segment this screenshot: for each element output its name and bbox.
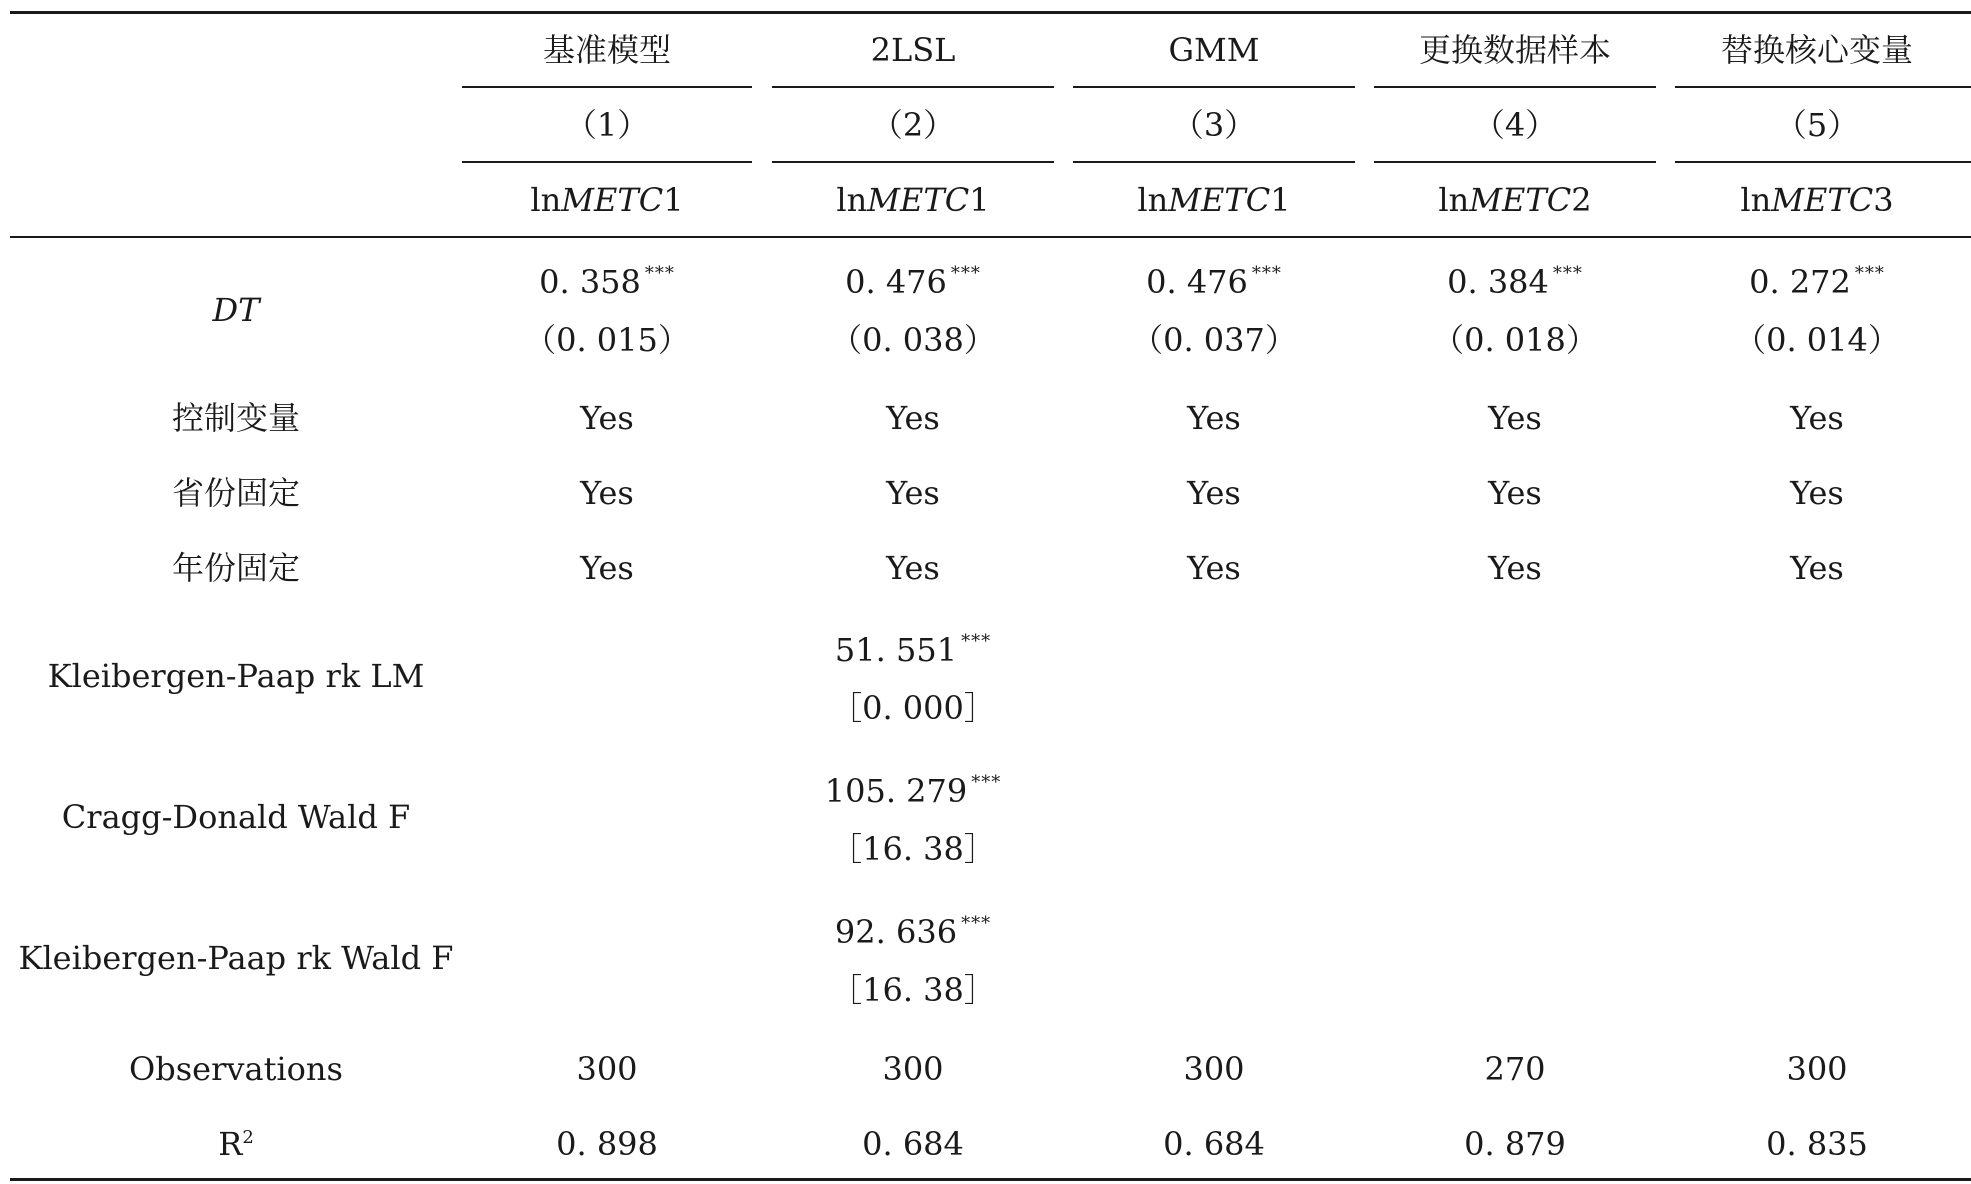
header-depvar-3: lnMETC1 xyxy=(1137,181,1291,219)
controls-cell-2: Yes xyxy=(886,399,940,437)
year-cell-3: Yes xyxy=(1187,549,1241,587)
r2-cell-2: 0. 684 xyxy=(862,1125,964,1163)
row-label-kp-wald-f: Kleibergen-Paap rk Wald F xyxy=(18,939,454,977)
year-cell-1: Yes xyxy=(580,549,634,587)
header-model-5: 替换核心变量 xyxy=(1720,31,1913,69)
dt-cell-1: 0. 358 *** （0. 015） xyxy=(524,263,690,359)
row-label-cd-wald-f: Cragg-Donald Wald F xyxy=(61,798,411,836)
header-num-5: （5） xyxy=(1774,106,1860,144)
obs-cell-3: 300 xyxy=(1183,1050,1245,1088)
model-underline-2 xyxy=(772,86,1054,88)
top-rule xyxy=(10,11,1971,14)
kp-lm-cell: 51. 551 *** ［0. 000］ xyxy=(830,631,996,727)
num-underline-2 xyxy=(772,161,1054,163)
obs-cell-4: 270 xyxy=(1484,1050,1546,1088)
row-label-controls: 控制变量 xyxy=(171,399,300,437)
row-label-year: 年份固定 xyxy=(171,549,300,587)
row-label-dt: DT xyxy=(212,291,260,329)
r2-cell-1: 0. 898 xyxy=(556,1125,658,1163)
model-underline-3 xyxy=(1073,86,1355,88)
header-depvar-2: lnMETC1 xyxy=(836,181,990,219)
num-underline-4 xyxy=(1374,161,1656,163)
obs-cell-1: 300 xyxy=(576,1050,638,1088)
dt-cell-4: 0. 384 *** （0. 018） xyxy=(1432,263,1598,359)
row-label-observations: Observations xyxy=(129,1050,343,1088)
controls-cell-3: Yes xyxy=(1187,399,1241,437)
province-cell-5: Yes xyxy=(1790,474,1844,512)
header-model-2: 2LSL xyxy=(870,31,956,69)
province-cell-2: Yes xyxy=(886,474,940,512)
r2-cell-3: 0. 684 xyxy=(1163,1125,1265,1163)
kp-wald-f-cell: 92. 636 *** ［16. 38］ xyxy=(830,913,996,1009)
num-underline-5 xyxy=(1675,161,1971,163)
dt-cell-2: 0. 476 *** （0. 038） xyxy=(830,263,996,359)
r2-cell-5: 0. 835 xyxy=(1766,1125,1868,1163)
cd-wald-f-cell: 105. 279 *** ［16. 38］ xyxy=(824,772,1002,868)
header-model-1: 基准模型 xyxy=(542,31,671,69)
header-num-3: （3） xyxy=(1171,106,1257,144)
row-label-province: 省份固定 xyxy=(171,474,300,512)
year-cell-5: Yes xyxy=(1790,549,1844,587)
obs-cell-5: 300 xyxy=(1786,1050,1848,1088)
header-num-1: （1） xyxy=(564,106,650,144)
header-depvar-1: lnMETC1 xyxy=(530,181,684,219)
header-depvar-5: lnMETC3 xyxy=(1740,181,1894,219)
num-underline-3 xyxy=(1073,161,1355,163)
header-model-4: 更换数据样本 xyxy=(1418,31,1611,69)
header-num-4: （4） xyxy=(1472,106,1558,144)
header-rule xyxy=(10,236,1971,238)
row-label-r2: $R^2$ xyxy=(218,1125,254,1163)
province-cell-4: Yes xyxy=(1488,474,1542,512)
num-underline-1 xyxy=(462,161,752,163)
r2-cell-4: 0. 879 xyxy=(1464,1125,1566,1163)
year-cell-2: Yes xyxy=(886,549,940,587)
province-cell-1: Yes xyxy=(580,474,634,512)
dt-cell-5: 0. 272 *** （0. 014） xyxy=(1734,263,1900,359)
controls-cell-4: Yes xyxy=(1488,399,1542,437)
header-num-2: （2） xyxy=(870,106,956,144)
bottom-rule xyxy=(10,1178,1971,1181)
controls-cell-5: Yes xyxy=(1790,399,1844,437)
model-underline-4 xyxy=(1374,86,1656,88)
year-cell-4: Yes xyxy=(1488,549,1542,587)
header-depvar-4: lnMETC2 xyxy=(1438,181,1592,219)
header-model-3: GMM xyxy=(1168,31,1260,69)
controls-cell-1: Yes xyxy=(580,399,634,437)
row-label-kp-lm: Kleibergen-Paap rk LM xyxy=(47,657,425,695)
obs-cell-2: 300 xyxy=(882,1050,944,1088)
province-cell-3: Yes xyxy=(1187,474,1241,512)
dt-cell-3: 0. 476 *** （0. 037） xyxy=(1131,263,1297,359)
model-underline-5 xyxy=(1675,86,1971,88)
model-underline-1 xyxy=(462,86,752,88)
